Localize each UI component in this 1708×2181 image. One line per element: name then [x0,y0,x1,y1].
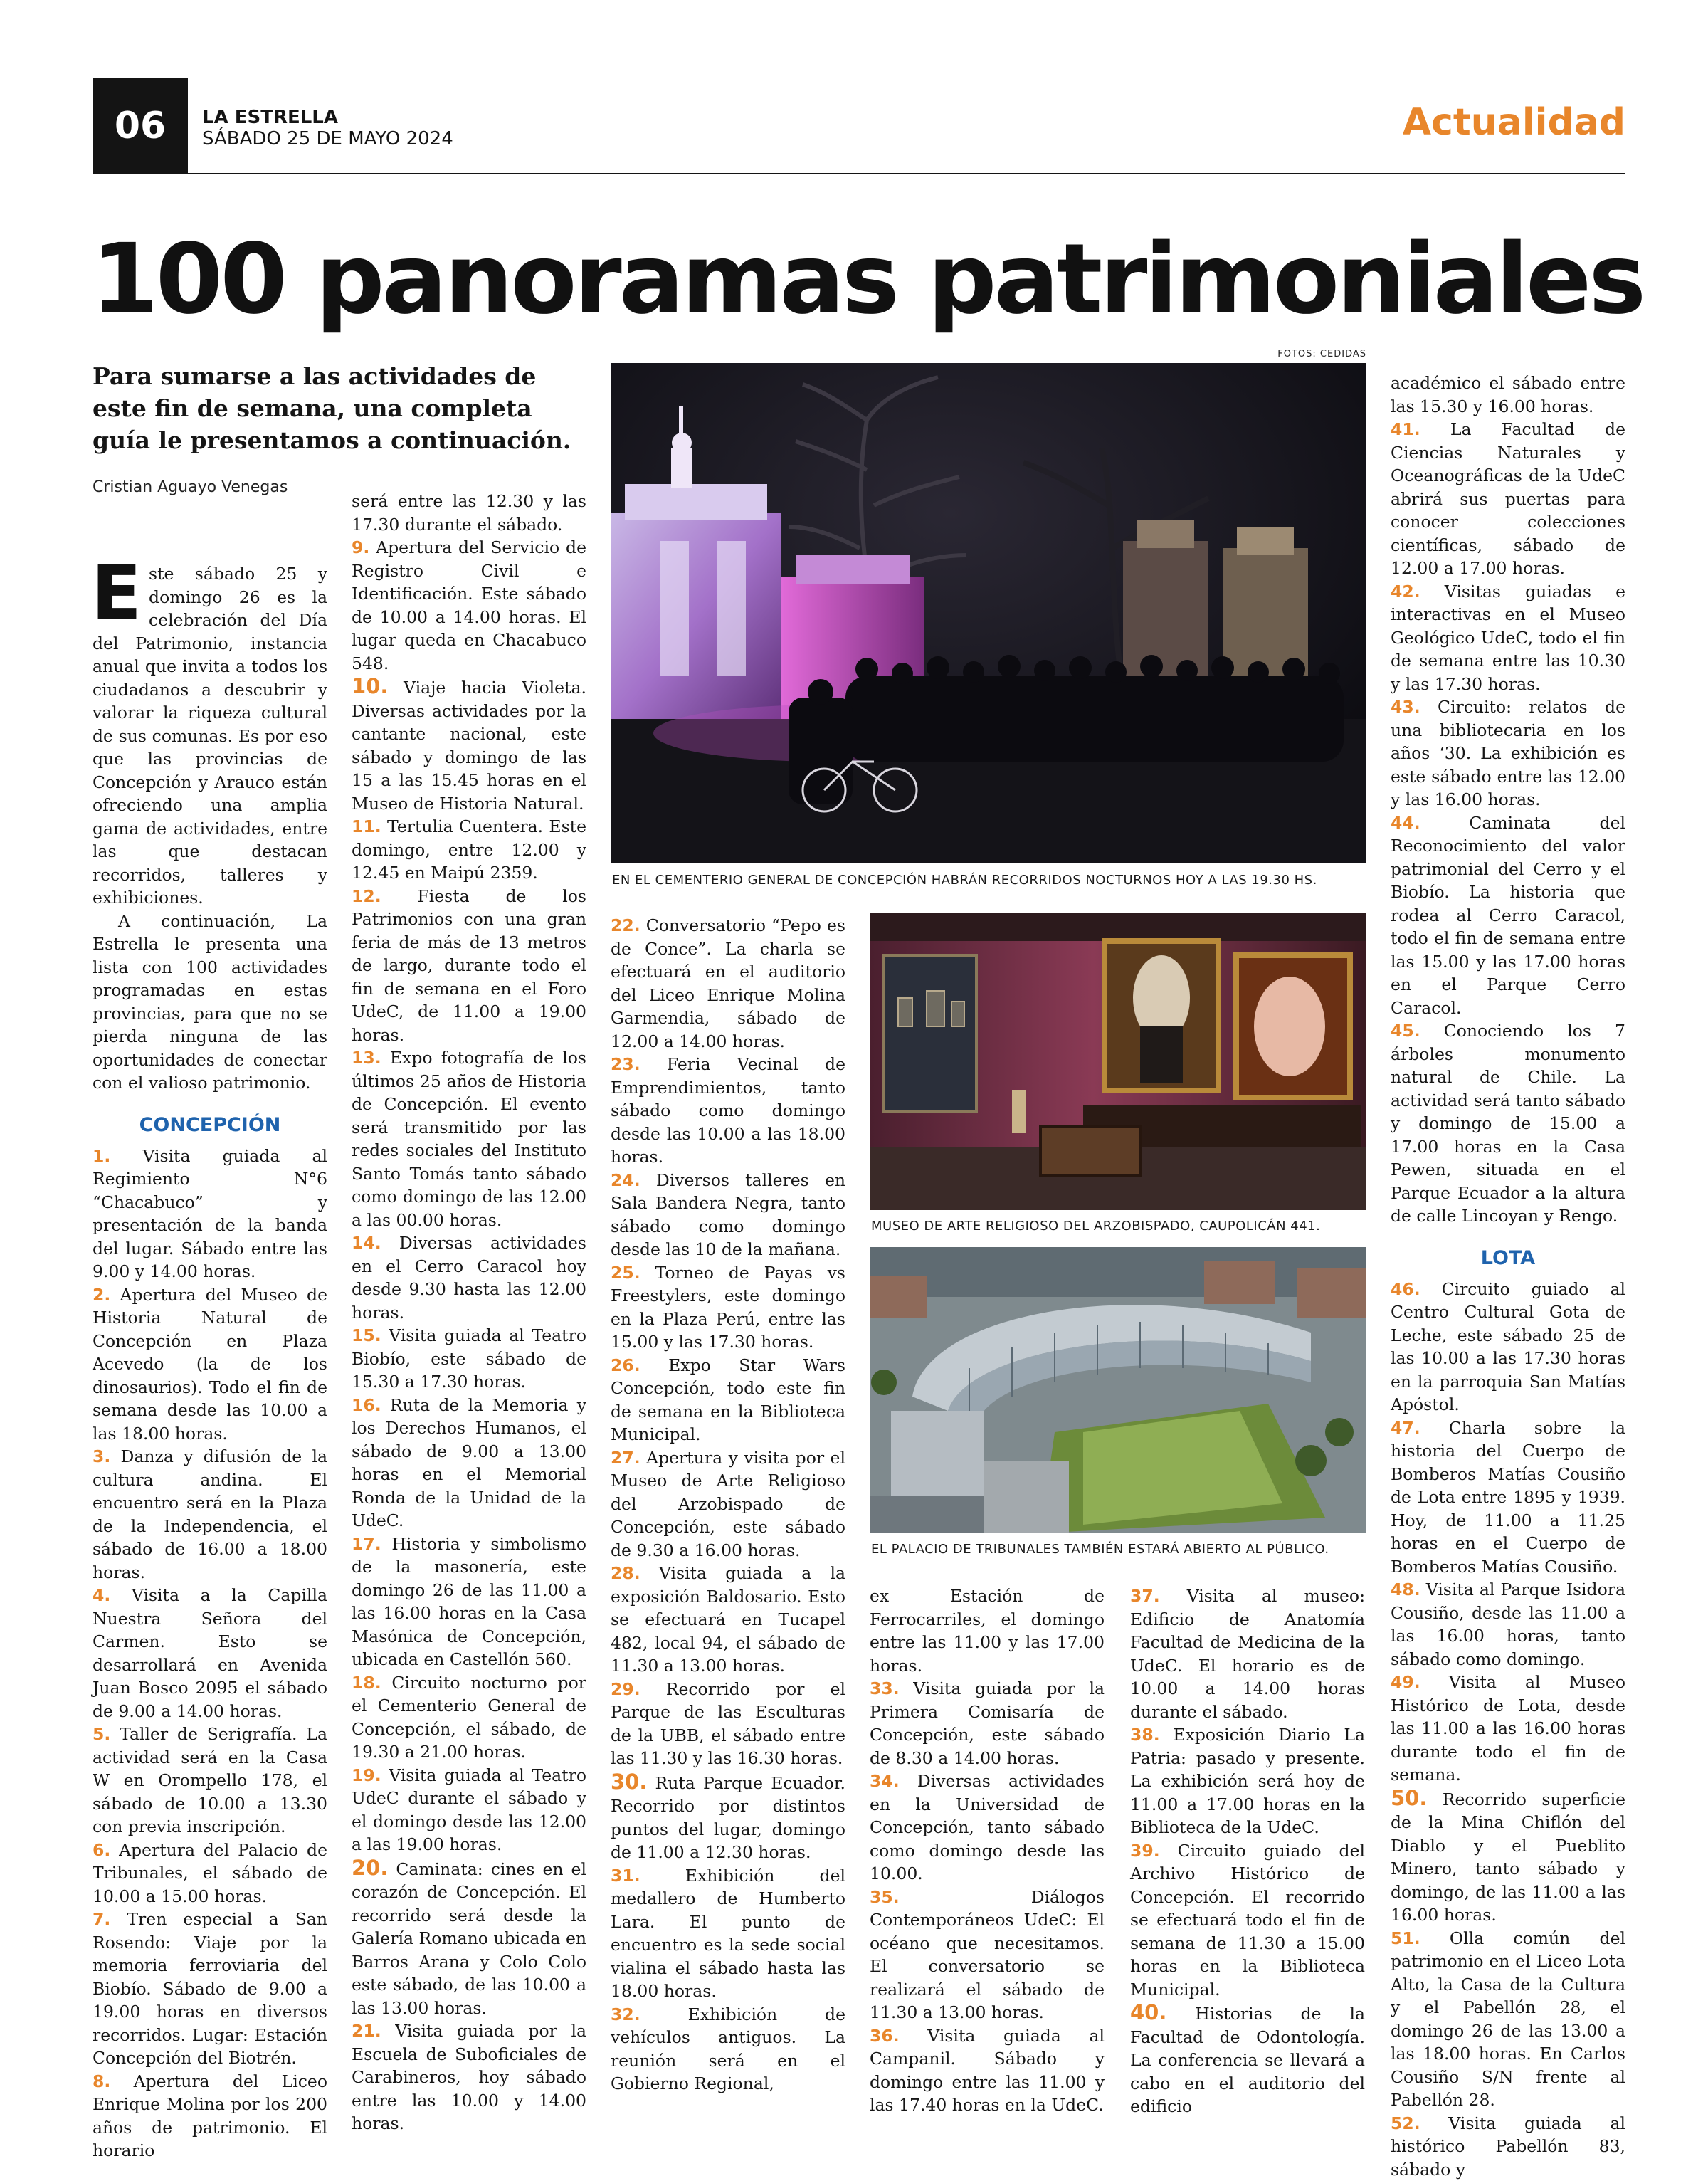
activity-item [352,536,586,675]
activity-item [1391,580,1625,696]
column-5 [1130,1584,1365,2064]
activity-number: 13. [352,1048,381,1068]
photo-religious-art-museum [870,913,1366,1210]
activity-number: 28. [611,1563,640,1583]
activity-item [1130,2001,1365,2118]
activity-number: 21. [352,2021,381,2041]
activity-text: Diversas actividades en la Universidad de Concepción, tanto sábado como domingo desde las 10.00. [870,1771,1105,1883]
activity-item [93,1908,327,2070]
issue-date: SÁBADO 25 DE MAYO 2024 [202,128,453,149]
activity-number: 36. [870,2026,900,2046]
activity-item [93,1445,327,1584]
activity-item [93,1584,327,1723]
activity-item [1391,1671,1625,1787]
activity-number: 29. [611,1679,640,1699]
activity-number: 10. [352,674,388,698]
activity-item [1391,2112,1625,2181]
activity-number: 7. [93,1909,110,1929]
activity-item [93,1145,327,1283]
activity-number: 30. [611,1770,647,1794]
activity-text: Visita guiada al Campanil. Sábado y domingo entre las 11.00 y las 17.40 horas en la UdeC. [870,2026,1105,2116]
activity-text: Ruta Parque Ecuador. Recorrido por distintos puntos del lugar, domingo de 11.00 a 12.30 horas. [611,1773,845,1863]
activity-text: Visita al Parque Isidora Cousiño, desde las 11.00 a las 16.00 horas, tanto sábado como domingo. [1391,1580,1625,1669]
activity-text: Charla sobre la historia del Cuerpo de Bomberos Matías Cousiño de Lota entre 1895 y 1939. Hoy, de 11.00 a 11.25 horas en el Cuerpo de Bomberos Matías Cousiño. [1391,1418,1625,1577]
activity-item [352,1046,586,1231]
activity-number: 23. [611,1054,640,1074]
activity-number: 34. [870,1771,900,1791]
activity-text: Torneo de Payas vs Freestylers, este domingo en la Plaza Perú, entre las 15.00 y las 17.30 horas. [611,1263,845,1352]
activity-number: 11. [352,816,381,836]
activity-number: 17. [352,1534,381,1554]
activity-item [611,1562,845,1678]
activity-number: 5. [93,1724,110,1744]
activity-item [1391,695,1625,811]
activity-text: Diversos talleres en Sala Bandera Negra, tanto sábado como domingo desde las 10 de la mañana. [611,1170,845,1260]
activity-text: Ruta de la Memoria y los Derechos Humanos, el sábado de 9.00 a 13.00 horas en el Memorial Ronda de la Unidad de la UdeC. [352,1395,586,1531]
activity-item [611,1864,845,2003]
activity-number: 39. [1130,1841,1160,1861]
activity-item [611,2003,845,2096]
byline: Cristian Aguayo Venegas [93,478,288,496]
activity-number: 4. [93,1585,110,1605]
activity-text: Recorrido superficie de la Mina Chiflón del Diablo y el Pueblito Minero, tanto sábado y domingo, de las 11.00 a las 16.00 horas. [1391,1790,1625,1925]
dek: Para sumarse a las actividades de este fin de semana, una completa guía le presentamos a continuación. [93,360,591,456]
activity-number: 48. [1391,1580,1420,1599]
activity-text: Olla común del patrimonio en el Liceo Lota Alto, la Casa de la Cultura y el Pabellón 28, el domingo 26 de las 13.00 a las 18.00 horas. En Carlos Cousiño S/N frente al Pabellón 28. [1391,1928,1625,2111]
activity-item [611,1261,845,1354]
activity-number: 43. [1391,697,1420,717]
activity-text: Exposición Diario La Patria: pasado y presente. La exhibición será hoy de 11.00 a 17.00 horas en la Biblioteca de la UdeC. [1130,1725,1365,1837]
activity-item [1391,811,1625,1020]
activity-item [1130,1723,1365,1839]
caption-tribunales: EL PALACIO DE TRIBUNALES TAMBIÉN ESTARÁ ABIERTO AL PÚBLICO. [871,1542,1329,1557]
activity-text: Historias de la Facultad de Odontología. La conferencia se llevará a cabo en el auditorio del edificio [1130,2004,1365,2116]
activity-item [93,1723,327,1839]
activity-number: 33. [870,1678,900,1698]
column-1 [93,562,327,2064]
activity-text: Visita guiada al histórico Pabellón 83, sábado y [1391,2113,1625,2180]
activity-text: Visita guiada al Teatro UdeC durante el sábado y el domingo desde las 12.00 a las 19.00 horas. [352,1765,586,1855]
caption-museum: MUSEO DE ARTE RELIGIOSO DEL ARZOBISPADO, CAUPOLICÁN 441. [871,1219,1320,1234]
activity-text: Visita a la Capilla Nuestra Señora del Carmen. Esto se desarrollará en Avenida Juan Bosco 2095 el sábado de 9.00 a 14.00 horas. [93,1585,327,1721]
headline: 100 panoramas patrimoniales [91,226,1643,333]
activity-number: 3. [93,1446,110,1466]
activity-text: Conversatorio “Pepo es de Conce”. La charla se efectuará en el auditorio del Liceo Enrique Molina Garmendia, sábado de 12.00 a 14.00 horas. [611,915,845,1051]
photo-palacio-de-tribunales [870,1247,1366,1533]
activity-text: Exhibición de vehículos antiguos. La reunión será en el Gobierno Regional, [611,2004,845,2094]
activity-text: Visita guiada al Teatro Biobío, este sábado de 15.30 a 17.30 horas. [352,1325,586,1392]
masthead [202,107,453,149]
activity-number: 47. [1391,1418,1420,1438]
activity-number: 40. [1130,2000,1166,2024]
activity-text: Apertura del Servicio de Registro Civil e Identificación. Este sábado de 10.00 a 14.00 horas. El lugar queda en Chacabuco 548. [352,537,586,673]
activity-number: 50. [1391,1786,1427,1810]
activity-text: Taller de Serigrafía. La actividad será en la Casa W en Orompello 178, el sábado de 10.00 a 13.30 con previa inscripción. [93,1724,327,1836]
activity-text: Visita guiada por la Primera Comisaría de Concepción, este sábado de 8.30 a 14.00 horas. [870,1678,1105,1768]
activity-text: Tren especial a San Rosendo: Viaje por la memoria ferroviaria del Biobío. Sábado de 9.00 a 19.00 horas en diversos recorridos. Lugar: Estación Concepción del Biotrén. [93,1909,327,2068]
region-heading-lota: LOTA [1391,1246,1625,1271]
activity-number: 44. [1391,813,1420,833]
activity-number: 32. [611,2004,640,2024]
activity-item [1391,1278,1625,1417]
activity-text: Circuito guiado del Archivo Histórico de Concepción. El recorrido se efectuará todo el fin de semana de 11.30 a 15.00 horas en la Biblioteca Municipal. [1130,1841,1365,1999]
activity-number: 16. [352,1395,381,1415]
activity-text: Tertulia Cuentera. Este domingo, entre 12.00 y 12.45 en Maipú 2359. [352,816,586,883]
activity-number: 15. [352,1325,381,1345]
activity-item [611,1169,845,1261]
activity-text: Viaje hacia Violeta. Diversas actividades por la cantante nacional, este sábado y domingo de las 15 a las 15.45 horas en el Museo de Historia Natural. [352,678,586,814]
activity-number: 18. [352,1673,381,1693]
activity-text: Circuito nocturno por el Cementerio General de Concepción, el sábado, de 19.30 a 21.00 horas. [352,1673,586,1762]
activity-number: 25. [611,1263,640,1283]
activity-item [611,1678,845,1770]
activity-item [870,1677,1105,1770]
activity-item [352,1231,586,1324]
activity-number: 46. [1391,1279,1420,1299]
photo-cemetery-night-tour [611,363,1366,863]
activity-number: 14. [352,1233,381,1253]
activity-text: Exhibición del medallero de Humberto Lara. El punto de encuentro es la sede social vialina el sábado hasta las 18.00 horas. [611,1866,845,2002]
caption-cemetery: EN EL CEMENTERIO GENERAL DE CONCEPCIÓN HABRÁN RECORRIDOS NOCTURNOS HOY A LAS 19.30 HS. [612,873,1317,888]
activity-number: 24. [611,1170,640,1190]
activity-text: La Facultad de Ciencias Naturales y Oceanográficas de la UdeC abrirá sus puertas para conocer colecciones científicas, sábado de 12.00 a 17.00 horas. [1391,419,1625,578]
activity-number: 49. [1391,1672,1420,1692]
activity-item [870,2024,1105,2117]
column-3 [611,914,845,2064]
header-rule [93,173,1625,174]
activity-number: 27. [611,1448,640,1468]
activity-item [1391,1787,1625,1927]
activity-item [870,1886,1105,2024]
activity-item [1391,1578,1625,1671]
column-2 [352,490,586,2064]
activity-number: 41. [1391,419,1420,439]
photo-credit: FOTOS: CEDIDAS [1210,349,1366,359]
activity-number: 52. [1391,2113,1420,2133]
activity-item [1391,1927,1625,2112]
activity-text: Visita guiada al Regimiento N°6 “Chacabuco” y presentación de la banda del lugar. Sábado entre las 9.00 y 14.00 horas. [93,1146,327,1282]
activity-number: 35. [870,1887,900,1907]
activity-item [1391,1019,1625,1228]
activity-text: Visita guiada a la exposición Baldosario. Esto se efectuará en Tucapel 482, local 94, el sábado de 11.30 a 13.00 horas. [611,1563,845,1676]
activity-item [1130,1584,1365,1723]
activity-number: 38. [1130,1725,1160,1745]
activity-item [93,2070,327,2162]
activity-text: Apertura del Palacio de Tribunales, el sábado de 10.00 a 15.00 horas. [93,1840,327,1906]
page-number: 06 [93,78,188,174]
activity-text: Expo fotografía de los últimos 25 años de Historia de Concepción. El evento será transmitido por las redes sociales del Instituto Santo Tomás tanto sábado como domingo de las 12.00 a las 00.00 horas. [352,1048,586,1230]
activity-number: 6. [93,1840,110,1860]
dropcap: E [91,564,142,622]
activity-text: Danza y difusión de la cultura andina. El encuentro será en la Plaza de la Independencia, el sábado de 16.00 a 18.00 horas. [93,1446,327,1582]
intro-paragraph-2: A continuación, La Estrella le presenta una lista con 100 actividades programadas en estas provincias, para que no se pierda ninguna de las oportunidades de conectar con el valioso patrimonio. [93,910,327,1095]
activity-text: Fiesta de los Patrimonios con una gran feria de más de 13 metros de largo, durante todo el fin de semana en el Foro UdeC, de 11.00 a 19.00 horas. [352,886,586,1045]
continued-text: académico el sábado entre las 15.30 y 16.00 horas. [1391,372,1625,418]
activity-number: 45. [1391,1021,1420,1041]
activity-item [1391,1417,1625,1579]
activity-text: Visita guiada por la Escuela de Suboficiales de Carabineros, hoy sábado entre las 10.00 y 14.00 horas. [352,2021,586,2133]
activity-item [352,1764,586,1856]
activity-item [611,1770,845,1864]
activity-text: Visita al Museo Histórico de Lota, desde las 11.00 a las 16.00 horas durante todo el fin de semana. [1391,1672,1625,1785]
activity-text: Visitas guiadas e interactivas en el Museo Geológico UdeC, todo el fin de semana entre las 10.30 y las 17.30 horas. [1391,582,1625,694]
continued-text: será entre las 12.30 y las 17.30 durante el sábado. [352,490,586,536]
region-heading-concepcion: CONCEPCIÓN [93,1113,327,1137]
activity-item [352,1856,586,2020]
activity-item [352,1671,586,1764]
activity-text: Caminata: cines en el corazón de Concepción. El recorrido será desde la Galería Romano ubicada en Barros Arana y Colo Colo este sábado, de las 10.00 a las 13.00 horas. [352,1859,586,2018]
activity-item [352,675,586,815]
activity-number: 42. [1391,582,1420,601]
activity-text: Circuito: relatos de una bibliotecaria en los años ‘30. La exhibición es este sábado entre las 12.00 y las 16.00 horas. [1391,697,1625,809]
continued-text: ex Estación de Ferrocarriles, el domingo entre las 11.00 y las 17.00 horas. [870,1584,1105,1677]
activity-number: 9. [352,537,369,557]
activity-number: 20. [352,1856,388,1880]
activity-item [352,815,586,885]
activity-text: Diálogos Contemporáneos UdeC: El océano que necesitamos. El conversatorio se realizará el sábado de 11.30 a 13.00 horas. [870,1887,1105,2023]
activity-text: Conociendo los 7 árboles monumento natural de Chile. La actividad será tanto sábado y domingo de 15.00 a 17.00 horas en la Casa Pewen, situada en el Parque Ecuador a la altura de calle Lincoyan y Rengo. [1391,1021,1625,1226]
activity-number: 12. [352,886,381,906]
activity-number: 19. [352,1765,381,1785]
activity-text: Apertura del Museo de Historia Natural de Concepción en Plaza Acevedo (la de los dinosaurios). Todo el fin de semana desde las 10.00 a las 18.00 horas. [93,1285,327,1444]
activity-text: Feria Vecinal de Emprendimientos, tanto sábado como domingo desde las 10.00 a las 18.00 horas. [611,1054,845,1167]
activity-number: 2. [93,1285,110,1305]
activity-item [93,1839,327,1908]
activity-item [93,1283,327,1446]
newspaper-name: LA ESTRELLA [202,107,453,128]
activity-item [352,1394,586,1533]
activity-number: 8. [93,2071,110,2091]
activity-number: 26. [611,1355,640,1375]
activity-item [870,1770,1105,1886]
activity-item [1391,418,1625,580]
activity-number: 1. [93,1146,110,1166]
activity-text: Recorrido por el Parque de las Esculturas de la UBB, el sábado entre las 11.30 y las 16.30 horas. [611,1679,845,1769]
column-6 [1391,372,1625,2064]
activity-item [352,885,586,1047]
activity-number: 37. [1130,1586,1160,1606]
intro-paragraph-1: Este sábado 25 y domingo 26 es la celebración del Día del Patrimonio, instancia anual que invita a todos los ciudadanos a descubrir y valorar la riqueza cultural de sus comunas. Es por eso que las provincias de Concepción y Arauco están ofreciendo una amplia gama de actividades, entre las que destacan recorridos, talleres y exhibiciones. [93,562,327,910]
activity-text: Expo Star Wars Concepción, todo este fin de semana en la Biblioteca Municipal. [611,1355,845,1445]
column-4 [870,1584,1105,2064]
activity-text: Visita al museo: Edificio de Anatomía Facultad de Medicina de la UdeC. El horario es de 10.00 a 14.00 horas durante el sábado. [1130,1586,1365,1722]
activity-text: Apertura del Liceo Enrique Molina por los 200 años de patrimonio. El horario [93,2071,327,2161]
activity-item [352,1533,586,1671]
activity-number: 22. [611,915,640,935]
activity-text: Diversas actividades en el Cerro Caracol hoy desde 9.30 hasta las 12.00 horas. [352,1233,586,1323]
activity-number: 31. [611,1866,640,1886]
activity-text: Circuito guiado al Centro Cultural Gota de Leche, este sábado 25 de las 10.00 a las 17.30 horas en la parroquia San Matías Apóstol. [1391,1279,1625,1415]
activity-item [611,1446,845,1562]
activity-item [611,1053,845,1169]
activity-item [352,2019,586,2135]
activity-item [1130,1839,1365,2002]
activity-text: Caminata del Reconocimiento del valor patrimonial del Cerro y el Biobío. La historia que rodea al Cerro Caracol, todo el fin de semana entre las 15.00 y las 17.00 horas en el Parque Cerro Caracol. [1391,813,1625,1018]
activity-number: 51. [1391,1928,1420,1948]
activity-item [611,914,845,1053]
activity-text: Historia y simbolismo de la masonería, este domingo 26 de las 11.00 a las 16.00 horas en la Casa Masónica de Concepción, ubicada en Castellón 560. [352,1534,586,1670]
activity-item [352,1324,586,1394]
activity-text: Apertura y visita por el Museo de Arte Religioso del Arzobispado de Concepción, este sábado de 9.30 a 16.00 horas. [611,1448,845,1560]
activity-item [611,1354,845,1446]
section-name: Actualidad [1403,101,1625,144]
